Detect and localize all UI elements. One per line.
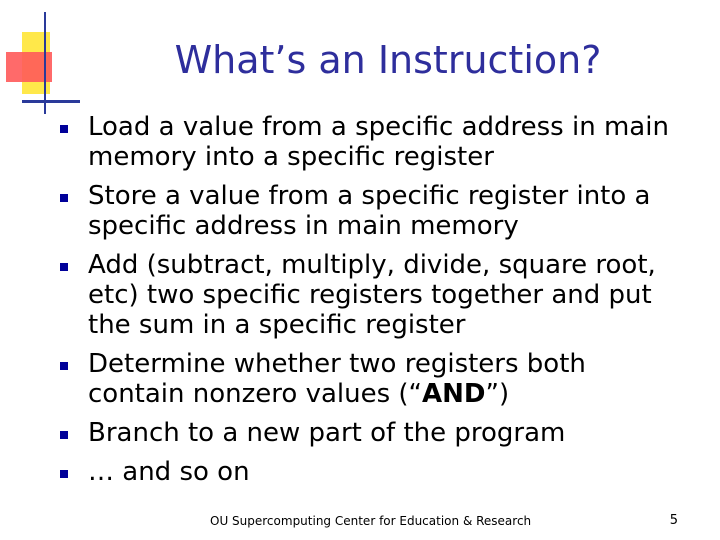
bullet-text-pre: Determine whether two registers both contain nonzero values (“ xyxy=(88,349,586,409)
bullet-text: Load a value from a specific address in main memory into a specific register xyxy=(88,112,669,172)
bullet-text-bold: AND xyxy=(422,379,486,409)
square-bullet-icon xyxy=(60,470,68,478)
bullet-text: Store a value from a specific register into a specific address in main memory xyxy=(88,181,651,241)
bullet-item xyxy=(58,250,688,340)
bullet-text xyxy=(88,349,586,409)
slide-title: What’s an Instruction? xyxy=(174,38,602,82)
bullet-list xyxy=(58,112,688,496)
square-bullet-icon xyxy=(60,431,68,439)
bullet-item xyxy=(58,349,688,409)
square-bullet-icon xyxy=(60,194,68,202)
bullet-item xyxy=(58,112,688,172)
slide-footer: OU Supercomputing Center for Education & Research xyxy=(210,514,532,528)
bullet-text: Add (subtract, multiply, divide, square root, etc) two specific registers together and put the sum in a specific register xyxy=(88,250,656,340)
bullet-text-post: ”) xyxy=(485,379,510,409)
square-bullet-icon xyxy=(60,125,68,133)
bullet-item xyxy=(58,457,688,487)
horizontal-line-decoration xyxy=(22,100,80,103)
square-bullet-icon xyxy=(60,263,68,271)
bullet-text: … and so on xyxy=(88,457,250,487)
page-number: 5 xyxy=(669,513,678,528)
bullet-text: Branch to a new part of the program xyxy=(88,418,566,448)
square-bullet-icon xyxy=(60,362,68,370)
bullet-item xyxy=(58,418,688,448)
bullet-item xyxy=(58,181,688,241)
